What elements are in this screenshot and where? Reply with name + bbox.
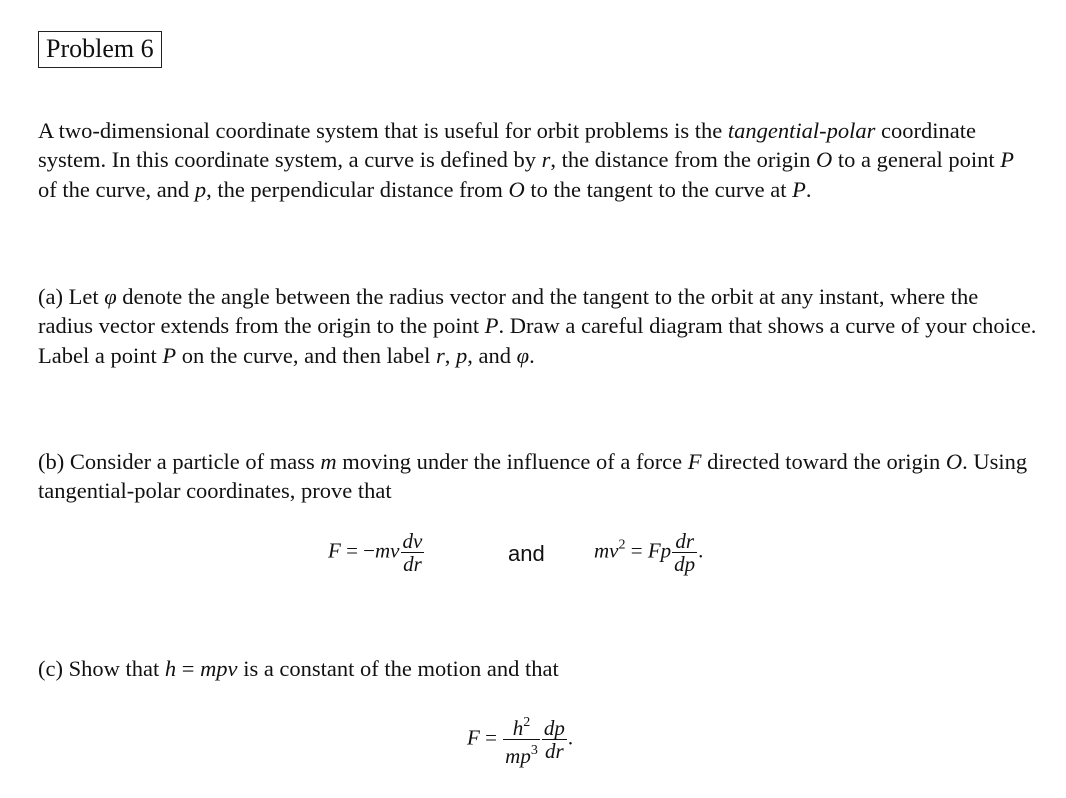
part-b-text: moving under the influence of a force bbox=[336, 449, 688, 474]
math-var: O bbox=[945, 449, 963, 474]
fraction-h2-mp3 bbox=[503, 712, 540, 767]
math-var: F bbox=[687, 449, 702, 474]
fraction-denominator: dr bbox=[542, 739, 567, 762]
part-b-text: (b) Consider a particle of mass bbox=[38, 449, 321, 474]
part-c-text: (c) Show that bbox=[38, 656, 165, 681]
part-c-text: is a constant of the motion and that bbox=[237, 656, 559, 681]
math-var: r bbox=[436, 342, 445, 368]
math-var: mv bbox=[375, 538, 400, 563]
part-b-text: . Using tangential-polar coordinates, prove that bbox=[38, 449, 1028, 504]
fraction-numerator bbox=[503, 712, 540, 739]
math-superscript: 2 bbox=[618, 537, 626, 553]
math-var: P bbox=[792, 176, 806, 202]
part-a-text: (a) Let bbox=[38, 284, 105, 309]
math-var: O bbox=[815, 147, 833, 173]
math-var: r bbox=[541, 147, 551, 173]
math-var: mv bbox=[594, 538, 619, 563]
math-punctuation: . bbox=[698, 538, 704, 563]
math-var: P bbox=[1000, 147, 1015, 173]
fraction-numerator: dv bbox=[402, 529, 423, 553]
math-var: h bbox=[512, 716, 524, 740]
fraction-numerator: dr bbox=[675, 529, 695, 553]
part-a-paragraph bbox=[38, 282, 1038, 370]
math-var: p bbox=[456, 342, 468, 368]
part-b-text: directed toward the origin bbox=[701, 449, 946, 474]
math-var: P bbox=[162, 342, 177, 368]
math-var: O bbox=[508, 176, 525, 202]
part-a-text: , bbox=[444, 342, 457, 368]
math-var: p bbox=[194, 176, 207, 202]
fraction-dp-dr bbox=[542, 717, 567, 762]
math-superscript: 3 bbox=[530, 743, 538, 758]
intro-text: , the perpendicular distance from bbox=[206, 176, 509, 202]
math-operator: = bbox=[625, 538, 648, 563]
math-var: F bbox=[467, 725, 480, 750]
equation-mv2 bbox=[594, 530, 703, 575]
math-operator: = − bbox=[340, 538, 376, 563]
problem-title: Problem 6 bbox=[38, 31, 162, 68]
fraction-dr-dp bbox=[672, 530, 697, 575]
math-var: F bbox=[328, 538, 341, 563]
part-c-text: = bbox=[176, 656, 201, 681]
math-var: Fp bbox=[647, 538, 672, 563]
fraction-denominator: dr bbox=[401, 552, 425, 575]
math-operator: = bbox=[479, 725, 503, 750]
fraction-numerator: dp bbox=[543, 716, 565, 740]
intro-text: coordinate system. In this coordinate system, a curve is defined by bbox=[38, 118, 976, 173]
equation-force-h2 bbox=[467, 712, 573, 767]
fraction-denominator: dp bbox=[674, 552, 696, 576]
part-a-text: . Draw a careful diagram that shows a curve of your choice. Label a point bbox=[38, 313, 1037, 368]
math-expression: mpv bbox=[200, 656, 238, 681]
math-var: P bbox=[484, 313, 499, 339]
intro-text: to the tangent to the curve at bbox=[524, 176, 793, 202]
fraction-denominator bbox=[503, 739, 540, 767]
part-a-text: . bbox=[529, 342, 535, 368]
math-var: mp bbox=[505, 744, 531, 768]
intro-text: , the distance from the origin bbox=[550, 147, 816, 173]
part-c-paragraph bbox=[38, 654, 1038, 683]
math-var: φ bbox=[516, 342, 530, 368]
intro-text: . bbox=[805, 176, 812, 202]
math-var: h bbox=[164, 656, 177, 681]
part-a-text: , and bbox=[467, 342, 517, 368]
intro-text: of the curve, and bbox=[38, 176, 195, 202]
intro-text: to a general point bbox=[832, 147, 1001, 173]
fraction-dv-dr bbox=[401, 530, 425, 575]
math-var: m bbox=[320, 449, 337, 474]
and-connector: and bbox=[508, 541, 545, 566]
math-var: φ bbox=[104, 284, 117, 309]
part-a-text: on the curve, and then label bbox=[176, 342, 436, 368]
intro-text: A two-dimensional coordinate system that is useful for orbit problems is the bbox=[38, 118, 728, 143]
part-a-text: denote the angle between the radius vector and the tangent to the orbit at any instant, where the radius vector extends from the origin to the point bbox=[38, 284, 979, 339]
intro-paragraph bbox=[38, 116, 1038, 204]
equation-force-dvdr bbox=[328, 530, 425, 575]
part-b-paragraph bbox=[38, 447, 1038, 506]
math-punctuation: . bbox=[567, 725, 574, 750]
tangential-polar-term: tangential-polar bbox=[727, 118, 876, 143]
math-superscript: 2 bbox=[523, 715, 531, 730]
